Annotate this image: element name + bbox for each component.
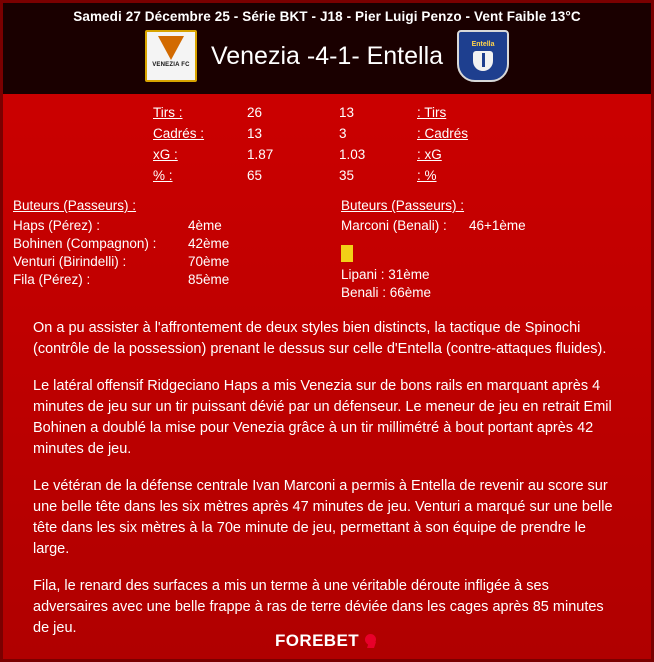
list-item [13, 235, 313, 253]
away-crest-label: Entella [471, 41, 495, 48]
stat-value-home: 1.87 [247, 147, 274, 162]
home-crest-label: VENEZIA FC [152, 62, 190, 68]
venezia-emblem-icon [158, 36, 184, 60]
list-item [13, 271, 313, 289]
stat-value-away: 1.03 [339, 147, 366, 162]
footer-brand [3, 631, 651, 651]
away-scorers [331, 198, 641, 302]
scoreline-row [3, 26, 651, 90]
list-item [13, 217, 313, 235]
stat-value-away: 3 [339, 126, 347, 141]
stat-value-away: 35 [339, 168, 355, 183]
table-row [153, 165, 501, 186]
home-scorers-title: Buteurs (Passeurs) : [13, 198, 137, 213]
scorer-name: Bohinen (Compagnon) : [13, 236, 157, 251]
scorer-minute: 42ème [188, 236, 230, 251]
match-header [3, 3, 651, 94]
scorer-minute: 70ème [188, 254, 230, 269]
match-info-line: Samedi 27 Décembre 25 - Série BKT - J18 - Pier Luigi Penzo - Vent Faible 13°C [73, 9, 581, 24]
match-stats [3, 102, 651, 186]
stat-label-left: Cadrés : [153, 126, 205, 141]
table-row [153, 123, 501, 144]
commentary-paragraph: Le latéral offensif Ridgeciano Haps a mis Venezia sur de bons rails en marquant après 4 minutes de jeu sur un tir puissant dévié par un défenseur. Le meneur de jeu en retrait Emil Bohinen a doublé la mise pour Venezia grâce à un tir millimétré à bout portant après 42 minutes de jeu. [33, 378, 612, 457]
commentary-paragraph: Fila, le renard des surfaces a mis un terme à une véritable déroute infligée à ses adversaires avec une belle frappe à ras de terre déviée dans les cages après 85 minutes de jeu. [33, 578, 604, 636]
away-team-crest-icon [457, 30, 509, 82]
stat-value-home: 65 [247, 168, 263, 183]
brand-name: FOREBET [274, 631, 360, 650]
stat-label-right: : Cadrés [417, 126, 469, 141]
yellow-cards-block [341, 245, 641, 302]
home-team-crest-icon [145, 30, 197, 82]
list-item [13, 253, 313, 271]
commentary-paragraph: On a pu assister à l'affrontement de deux styles bien distincts, la tactique de Spinochi (contrôle de la possession) prenant le dessus sur celle d'Entella (contre-attaques fluides). [33, 320, 607, 357]
scoreline-text: Venezia -4-1- Entella [210, 41, 444, 70]
entella-shield-icon [473, 51, 493, 71]
stat-label-left: xG : [153, 147, 178, 162]
list-item: Lipani : 31ème [341, 267, 430, 282]
home-scorers [13, 198, 313, 302]
stat-label-left: Tirs : [153, 105, 183, 120]
stats-table [153, 102, 501, 186]
scorer-name: Fila (Pérez) : [13, 272, 91, 287]
stat-label-right: : xG [417, 147, 442, 162]
yellow-card-icon [341, 245, 353, 262]
scorer-minute: 85ème [188, 272, 230, 287]
table-row [153, 102, 501, 123]
forebet-ball-icon [363, 633, 379, 649]
commentary-paragraph: Le vétéran de la défense centrale Ivan Marconi a permis à Entella de revenir au score sur une belle tête dans les six mètres après 47 minutes de jeu. Venturi a marqué sur une belle tête dans les six mètres à la 70e minute de jeu, permettant à son équipe de prendre le large. [33, 478, 613, 557]
list-item [341, 217, 641, 235]
stat-value-away: 13 [339, 105, 355, 120]
scorer-name: Haps (Pérez) : [13, 218, 101, 233]
stat-value-home: 13 [247, 126, 263, 141]
match-commentary [3, 302, 651, 639]
scorer-name: Marconi (Benali) : [341, 218, 447, 233]
scorer-name: Venturi (Birindelli) : [13, 254, 127, 269]
stat-label-right: : % [417, 168, 437, 183]
scorer-minute: 4ème [188, 218, 222, 233]
list-item: Benali : 66ème [341, 285, 432, 300]
stat-label-right: : Tirs [417, 105, 447, 120]
scorer-minute: 46+1ème [469, 218, 526, 233]
table-row [153, 144, 501, 165]
stat-label-left: % : [153, 168, 173, 183]
stat-value-home: 26 [247, 105, 263, 120]
away-scorers-title: Buteurs (Passeurs) : [341, 198, 465, 213]
scorers-section [3, 186, 651, 302]
